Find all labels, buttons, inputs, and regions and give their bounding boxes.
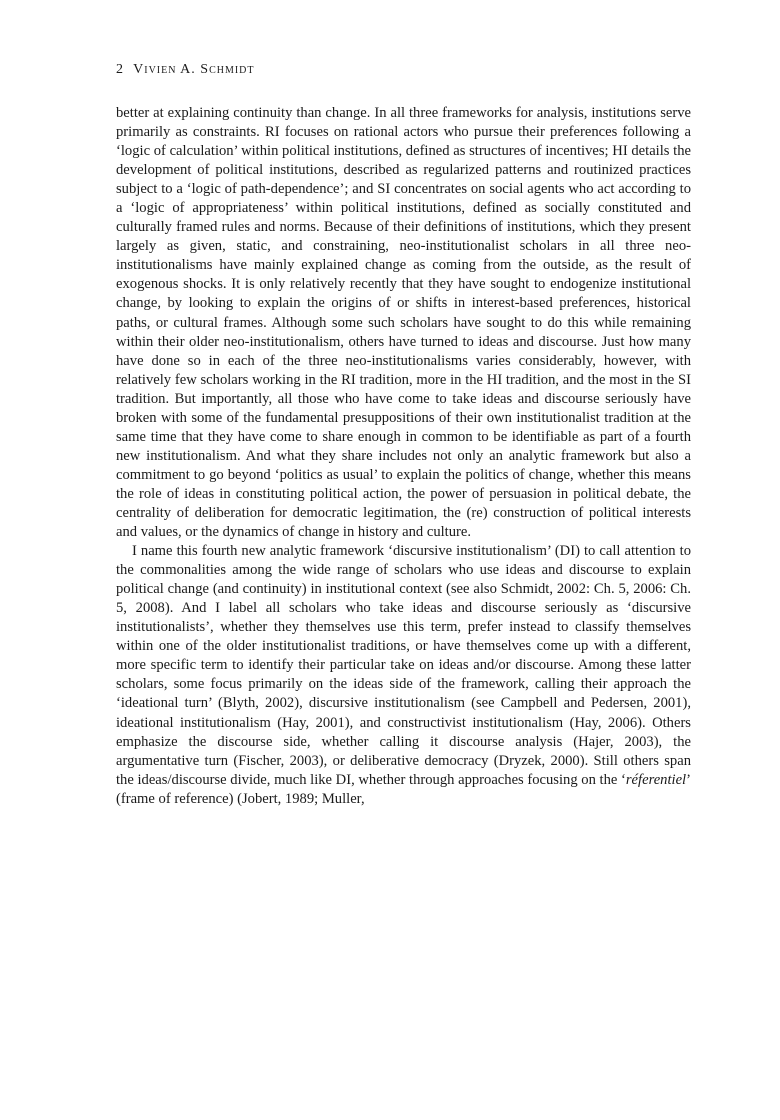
paragraph-1: better at explaining continuity than change. In all three frameworks for analysis, institutions serve primarily as constraints. RI focuses on rational actors who pursue their preferences following a ‘logic of calculation’ within political institutions, defined as structures of incentives; HI details the development of political institutions, described as regularized patterns and routinized practices subject to a ‘logic of path-dependence’; and SI concentrates on social agents who act according to a ‘logic of appropriateness’ within political institutions, defined as socially constituted and culturally framed rules and norms. Because of their definitions of institutions, which they present largely as given, static, and constraining, neo-institutionalist scholars in all three neo-institutionalisms have mainly explained change as coming from the outside, as the result of exogenous shocks. It is only relatively recently that they have sought to endogenize institutional change, by looking to explain the origins of or shifts in interest-based preferences, historical paths, or cultural frames. Although some such scholars have sought to do this while remaining within their older neo-institutionalism, others have turned to ideas and discourse. Just how many have done so in each of the three neo-institutionalisms varies considerably, however, with relatively few scholars working in the RI tradition, more in the HI tradition, and the most in the SI tradition. But importantly, all those who have come to take ideas and discourse seriously have broken with some of the fundamental presuppositions of their own institutionalist tradition at the same time that they have come to share enough in common to be identifiable as part of a fourth new institutionalism. And what they share includes not only an analytic framework but also a commitment to go beyond ‘politics as usual’ to explain the politics of change, whether this means the role of ideas in constituting political action, the power of persuasion in political debate, the centrality of deliberation for democratic legitimation, the (re) construction of political interests and values, or the dynamics of change in history and culture. [116,105,691,541]
running-head-author: Vivien A. Schmidt [133,62,255,77]
paragraph-2-text-end: ’ (frame of reference) (Jobert, 1989; Muller, [116,771,691,807]
page-number: 2 [116,62,124,77]
paragraph-2-text-start: I name this fourth new analytic framework ‘discursive institutionalism’ (DI) to call attention to the commonalities among the wide range of scholars who use ideas and discourse to explain political change (and continuity) in institutional context (see also Schmidt, 2002: Ch. 5, 2006: Ch. 5, 2008). And I label all scholars who take ideas and discourse seriously as ‘discursive institutionalists’, whether they themselves use this term, prefer instead to classify themselves within one of the older institutionalist traditions, or have themselves come up with a different, more specific term to identify their particular take on ideas and/or discourse. Among these latter scholars, some focus primarily on the ideas side of the framework, calling their approach the ‘ideational turn’ (Blyth, 2002), discursive institutionalism (see Campbell and Pedersen, 2001), ideational institutionalism (Hay, 2001), and constructivist institutionalism (Hay, 2006). Others emphasize the discourse side, whether calling it discourse analysis (Hajer, 2003), the argumentative turn (Fischer, 2003), or deliberative democracy (Dryzek, 2000). Still others span the ideas/discourse divide, much like DI, whether through approaches focusing on the ‘ [116,543,691,788]
running-head [116,62,255,78]
paragraph-2 [116,542,691,809]
referentiel-term: réferentiel [625,771,687,788]
body-text [116,104,691,809]
